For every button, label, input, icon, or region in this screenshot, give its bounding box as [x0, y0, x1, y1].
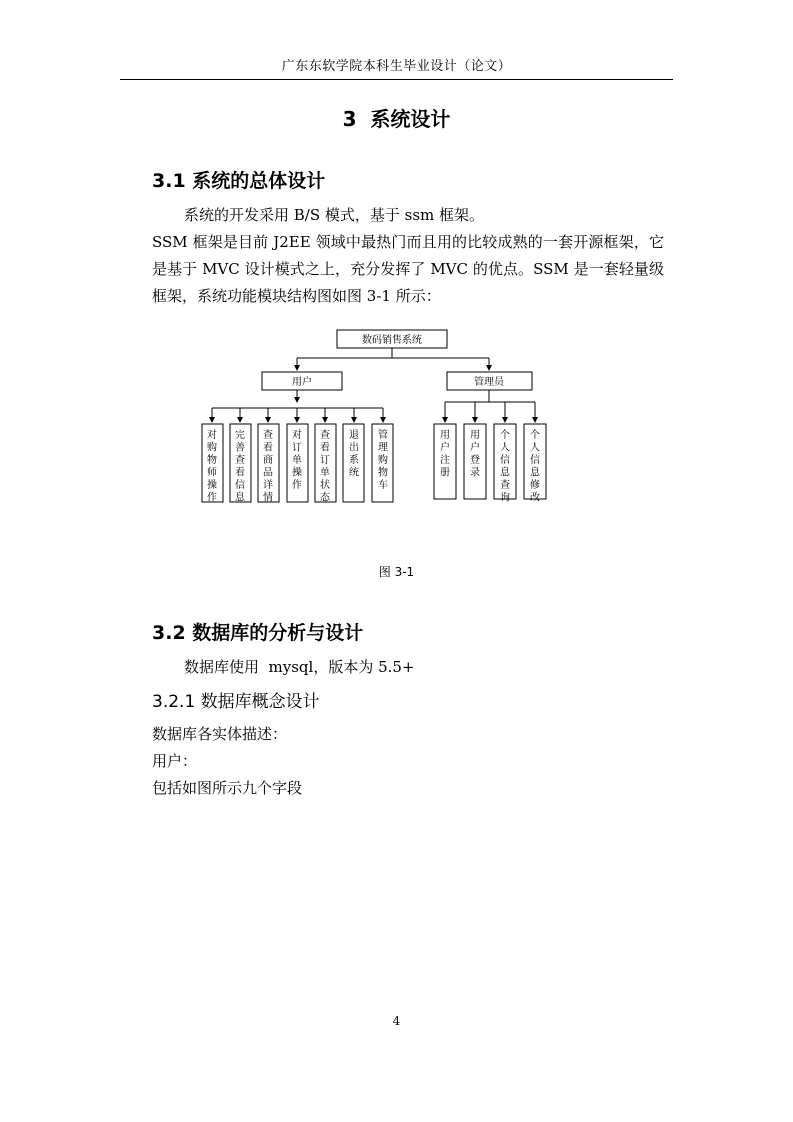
leaf-label: 用户注册	[440, 430, 450, 479]
section-title-3-2: 3.2 数据库的分析与设计	[152, 622, 364, 644]
leaf-label: 退出系统	[349, 430, 359, 479]
module-structure-diagram	[195, 325, 555, 510]
subsection-title-3-2-1: 3.2.1 数据库概念设计	[152, 692, 320, 712]
paragraph-bs-mode: 系统的开发采用 B/S 模式，基于 ssm 框架。	[184, 206, 485, 224]
leaf-label: 个人信息查询	[500, 430, 510, 504]
leaf-label: 对购物师操作	[207, 430, 217, 504]
paragraph-mysql-version: 数据库使用 mysql，版本为 5.5+	[184, 658, 415, 676]
leaf-label: 用户登录	[470, 430, 480, 479]
paragraph-entity-desc: 数据库各实体描述：	[152, 725, 288, 743]
leaf-label: 对订单操作	[292, 430, 302, 491]
paragraph-user-label: 用户：	[152, 752, 198, 770]
paragraph-user-fields: 包括如图所示九个字段	[152, 779, 303, 797]
chapter-title: 3 系统设计	[342, 107, 451, 131]
branch-label-admin: 管理员	[474, 377, 504, 388]
section-title-3-1: 3.1 系统的总体设计	[152, 170, 326, 192]
header-divider	[120, 79, 673, 80]
root-node-label: 数码销售系统	[362, 335, 422, 346]
leaf-label: 管理购物车	[378, 430, 388, 491]
branch-label-user: 用户	[292, 377, 312, 388]
leaf-label: 个人信息修改	[530, 430, 540, 504]
page-number: 4	[392, 1014, 401, 1028]
leaf-label: 查看商品详情	[263, 430, 273, 504]
leaf-label: 查看订单状态	[320, 430, 330, 504]
paragraph-ssm-intro: SSM 框架是目前 J2EE 领域中最热门而且用的比较成熟的一套开源框架，它是基于 MVC 设计模式之上，充分发挥了 MVC 的优点。SSM 是一套轻量级框架，系统功能模块结构图如图 3-1 所示：	[152, 233, 664, 305]
leaf-label: 完善查看信息	[235, 430, 245, 504]
running-header: 广东东软学院本科生毕业设计（论文）	[281, 59, 512, 74]
figure-caption: 图 3-1	[378, 565, 415, 579]
